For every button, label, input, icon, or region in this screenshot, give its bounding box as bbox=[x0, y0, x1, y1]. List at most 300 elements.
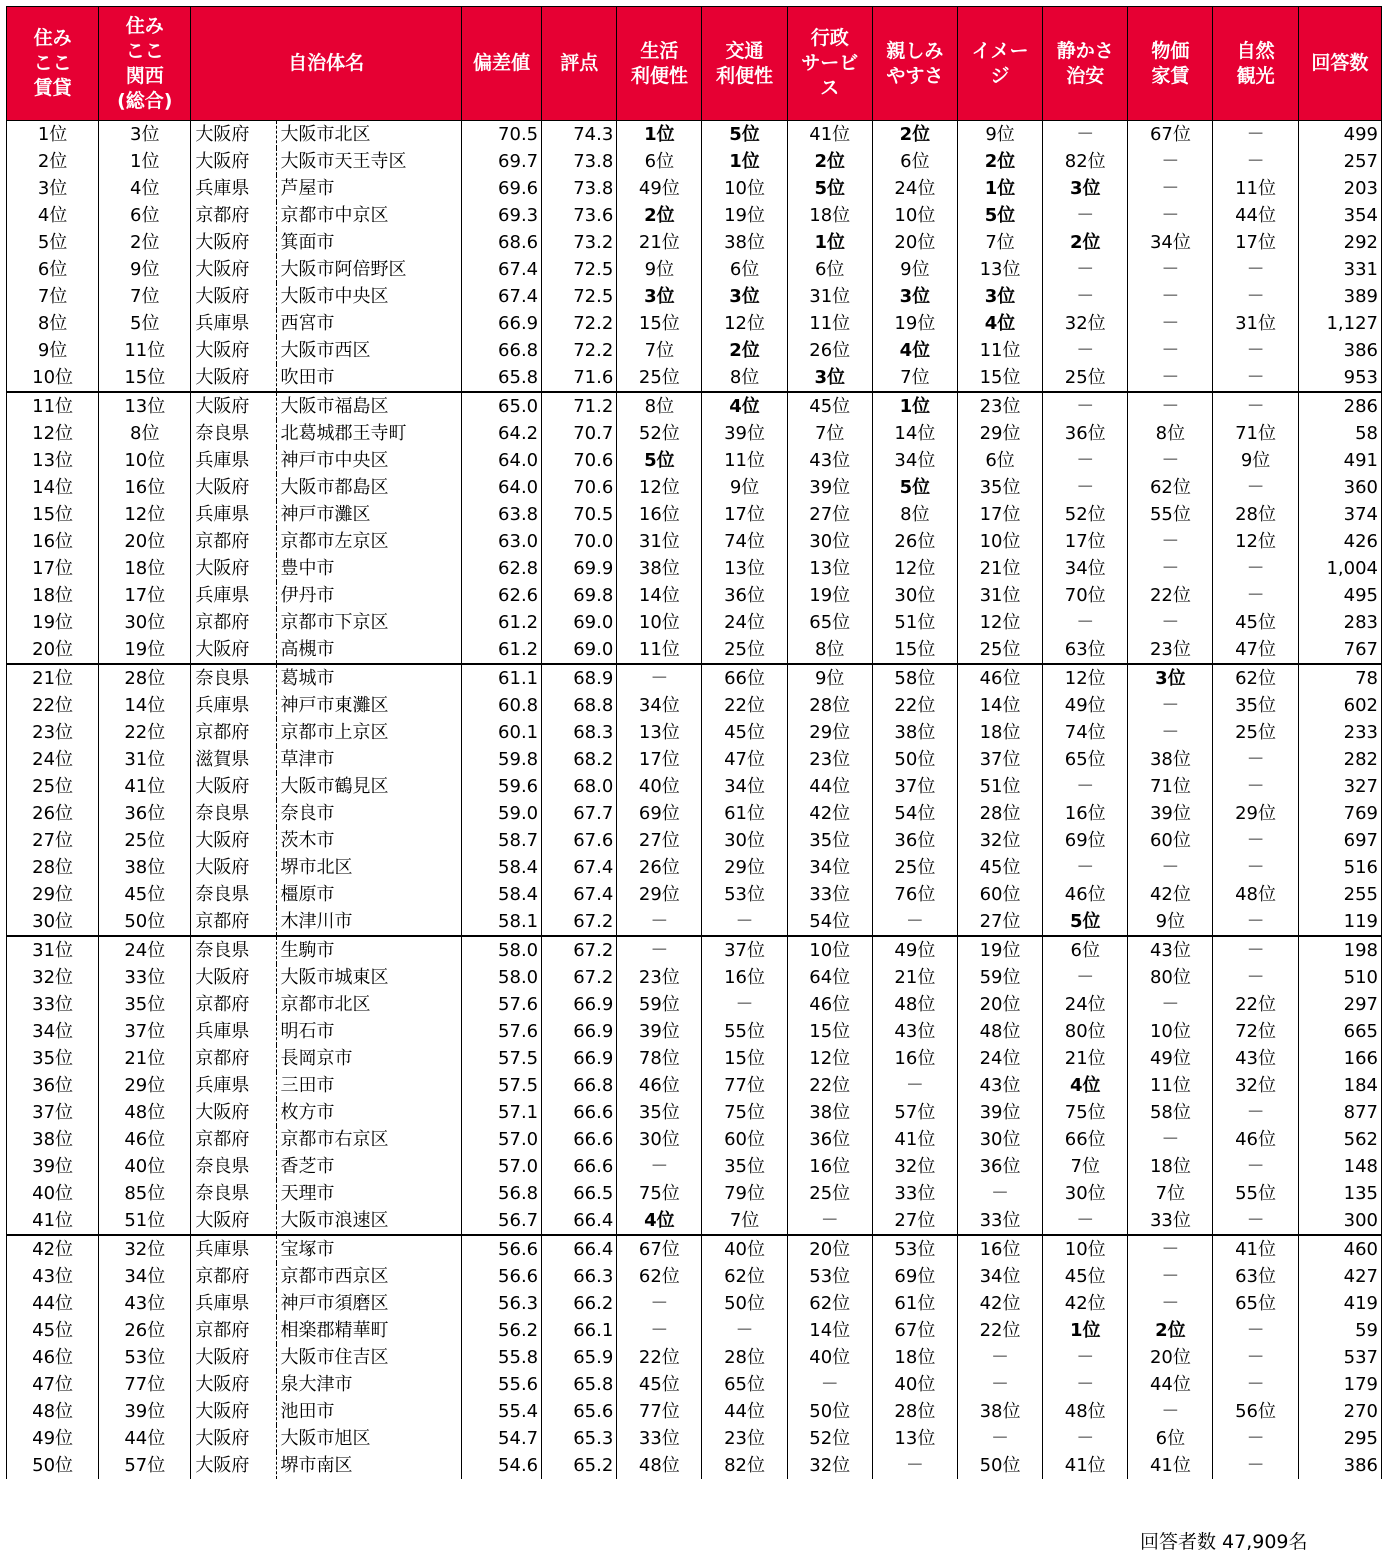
rank-quiet-cell: 6位 bbox=[1043, 936, 1128, 964]
prefecture-cell: 大阪府 bbox=[191, 337, 276, 364]
rank-price-cell: 62位 bbox=[1128, 474, 1213, 501]
responses-cell: 283 bbox=[1298, 609, 1381, 636]
rank-life-cell: 45位 bbox=[617, 1371, 702, 1398]
rank-image-cell: 34位 bbox=[957, 1263, 1042, 1290]
rank-transport-cell: － bbox=[702, 1317, 787, 1344]
municipality-cell: 京都市左京区 bbox=[276, 528, 461, 555]
hensachi-cell: 60.8 bbox=[461, 692, 541, 719]
hensachi-cell: 58.4 bbox=[461, 854, 541, 881]
table-row bbox=[7, 1425, 1382, 1452]
municipality-cell: 大阪市中央区 bbox=[276, 283, 461, 310]
rank-image-cell: 31位 bbox=[957, 582, 1042, 609]
rank-transport-cell: 39位 bbox=[702, 420, 787, 447]
score-cell: 67.2 bbox=[542, 964, 617, 991]
rank-nature-cell: － bbox=[1213, 936, 1298, 964]
rank-admin-cell: 30位 bbox=[787, 528, 872, 555]
rank-life-cell: 29位 bbox=[617, 881, 702, 908]
rank-quiet-cell: － bbox=[1043, 121, 1128, 149]
rank-admin-cell: 10位 bbox=[787, 936, 872, 964]
table-row bbox=[7, 936, 1382, 964]
rank-admin-cell: 33位 bbox=[787, 881, 872, 908]
rank-kansai-cell: 44位 bbox=[99, 1425, 191, 1452]
table-row bbox=[7, 1153, 1382, 1180]
score-cell: 66.4 bbox=[542, 1235, 617, 1263]
rank-kansai-cell: 22位 bbox=[99, 719, 191, 746]
prefecture-cell: 大阪府 bbox=[191, 1207, 276, 1235]
table-row bbox=[7, 148, 1382, 175]
rank-chintai-cell: 20位 bbox=[7, 636, 99, 664]
hensachi-cell: 57.5 bbox=[461, 1072, 541, 1099]
rank-nature-cell: － bbox=[1213, 1207, 1298, 1235]
rank-quiet-cell: － bbox=[1043, 854, 1128, 881]
municipality-cell: 大阪市北区 bbox=[276, 121, 461, 149]
table-row bbox=[7, 1290, 1382, 1317]
header-transport: 交通 利便性 bbox=[702, 7, 787, 121]
rank-chintai-cell: 4位 bbox=[7, 202, 99, 229]
rank-life-cell: 11位 bbox=[617, 636, 702, 664]
prefecture-cell: 大阪府 bbox=[191, 1398, 276, 1425]
rank-chintai-cell: 9位 bbox=[7, 337, 99, 364]
rank-kansai-cell: 2位 bbox=[99, 229, 191, 256]
rank-kansai-cell: 45位 bbox=[99, 881, 191, 908]
municipality-cell: 高槻市 bbox=[276, 636, 461, 664]
rank-quiet-cell: 12位 bbox=[1043, 664, 1128, 692]
rank-life-cell: 22位 bbox=[617, 1344, 702, 1371]
rank-chintai-cell: 2位 bbox=[7, 148, 99, 175]
table-row bbox=[7, 664, 1382, 692]
rank-friendly-cell: 8位 bbox=[872, 501, 957, 528]
rank-price-cell: － bbox=[1128, 175, 1213, 202]
rank-admin-cell: 64位 bbox=[787, 964, 872, 991]
hensachi-cell: 56.7 bbox=[461, 1207, 541, 1235]
municipality-cell: 大阪市都島区 bbox=[276, 474, 461, 501]
responses-cell: 198 bbox=[1298, 936, 1381, 964]
rank-image-cell: － bbox=[957, 1180, 1042, 1207]
rank-nature-cell: 17位 bbox=[1213, 229, 1298, 256]
rank-price-cell: － bbox=[1128, 692, 1213, 719]
rank-image-cell: 2位 bbox=[957, 148, 1042, 175]
rank-quiet-cell: 34位 bbox=[1043, 555, 1128, 582]
rank-image-cell: 51位 bbox=[957, 773, 1042, 800]
header-name: 自治体名 bbox=[191, 7, 462, 121]
municipality-cell: 大阪市浪速区 bbox=[276, 1207, 461, 1235]
rank-friendly-cell: 14位 bbox=[872, 420, 957, 447]
rank-price-cell: 41位 bbox=[1128, 1452, 1213, 1479]
rank-life-cell: － bbox=[617, 936, 702, 964]
rank-friendly-cell: 40位 bbox=[872, 1371, 957, 1398]
prefecture-cell: 奈良県 bbox=[191, 800, 276, 827]
score-cell: 68.0 bbox=[542, 773, 617, 800]
hensachi-cell: 57.6 bbox=[461, 991, 541, 1018]
rank-life-cell: 26位 bbox=[617, 854, 702, 881]
responses-cell: 426 bbox=[1298, 528, 1381, 555]
rank-nature-cell: － bbox=[1213, 1425, 1298, 1452]
rank-quiet-cell: 74位 bbox=[1043, 719, 1128, 746]
table-row bbox=[7, 229, 1382, 256]
rank-chintai-cell: 27位 bbox=[7, 827, 99, 854]
rank-admin-cell: 35位 bbox=[787, 827, 872, 854]
rank-chintai-cell: 38位 bbox=[7, 1126, 99, 1153]
rank-quiet-cell: 5位 bbox=[1043, 908, 1128, 936]
score-cell: 65.3 bbox=[542, 1425, 617, 1452]
responses-cell: 184 bbox=[1298, 1072, 1381, 1099]
responses-cell: 562 bbox=[1298, 1126, 1381, 1153]
rank-chintai-cell: 35位 bbox=[7, 1045, 99, 1072]
hensachi-cell: 66.9 bbox=[461, 310, 541, 337]
prefecture-cell: 奈良県 bbox=[191, 936, 276, 964]
municipality-cell: 豊中市 bbox=[276, 555, 461, 582]
responses-cell: 297 bbox=[1298, 991, 1381, 1018]
hensachi-cell: 58.0 bbox=[461, 964, 541, 991]
prefecture-cell: 京都府 bbox=[191, 528, 276, 555]
municipality-cell: 西宮市 bbox=[276, 310, 461, 337]
municipality-cell: 京都市下京区 bbox=[276, 609, 461, 636]
rank-life-cell: 34位 bbox=[617, 692, 702, 719]
rank-nature-cell: － bbox=[1213, 773, 1298, 800]
rank-friendly-cell: 5位 bbox=[872, 474, 957, 501]
rank-life-cell: 49位 bbox=[617, 175, 702, 202]
rank-quiet-cell: 49位 bbox=[1043, 692, 1128, 719]
table-row bbox=[7, 256, 1382, 283]
responses-cell: 386 bbox=[1298, 337, 1381, 364]
rank-life-cell: 10位 bbox=[617, 609, 702, 636]
rank-price-cell: 9位 bbox=[1128, 908, 1213, 936]
prefecture-cell: 大阪府 bbox=[191, 1099, 276, 1126]
table-row bbox=[7, 1235, 1382, 1263]
rank-quiet-cell: 69位 bbox=[1043, 827, 1128, 854]
rank-price-cell: － bbox=[1128, 202, 1213, 229]
responses-cell: 389 bbox=[1298, 283, 1381, 310]
rank-life-cell: － bbox=[617, 1153, 702, 1180]
rank-friendly-cell: 9位 bbox=[872, 256, 957, 283]
rank-image-cell: 50位 bbox=[957, 1452, 1042, 1479]
rank-chintai-cell: 39位 bbox=[7, 1153, 99, 1180]
score-cell: 70.6 bbox=[542, 474, 617, 501]
rank-image-cell: 25位 bbox=[957, 636, 1042, 664]
table-row bbox=[7, 991, 1382, 1018]
rank-chintai-cell: 43位 bbox=[7, 1263, 99, 1290]
rank-chintai-cell: 14位 bbox=[7, 474, 99, 501]
score-cell: 65.6 bbox=[542, 1398, 617, 1425]
rank-admin-cell: 20位 bbox=[787, 1235, 872, 1263]
rank-nature-cell: － bbox=[1213, 1099, 1298, 1126]
table-row bbox=[7, 582, 1382, 609]
rank-nature-cell: 65位 bbox=[1213, 1290, 1298, 1317]
table-row bbox=[7, 1452, 1382, 1479]
rank-price-cell: － bbox=[1128, 283, 1213, 310]
rank-quiet-cell: － bbox=[1043, 773, 1128, 800]
responses-cell: 354 bbox=[1298, 202, 1381, 229]
rank-life-cell: 4位 bbox=[617, 1207, 702, 1235]
rank-image-cell: 9位 bbox=[957, 121, 1042, 149]
rank-life-cell: 25位 bbox=[617, 364, 702, 392]
rank-price-cell: － bbox=[1128, 1235, 1213, 1263]
rank-nature-cell: 22位 bbox=[1213, 991, 1298, 1018]
rank-admin-cell: 40位 bbox=[787, 1344, 872, 1371]
score-cell: 70.6 bbox=[542, 447, 617, 474]
municipality-cell: 大阪市旭区 bbox=[276, 1425, 461, 1452]
hensachi-cell: 58.0 bbox=[461, 936, 541, 964]
rank-life-cell: － bbox=[617, 1290, 702, 1317]
rank-quiet-cell: 4位 bbox=[1043, 1072, 1128, 1099]
header-chintai: 住み ここ 賃貸 bbox=[7, 7, 99, 121]
responses-cell: 877 bbox=[1298, 1099, 1381, 1126]
rank-life-cell: 3位 bbox=[617, 283, 702, 310]
rank-transport-cell: 23位 bbox=[702, 1425, 787, 1452]
responses-cell: 58 bbox=[1298, 420, 1381, 447]
rank-chintai-cell: 45位 bbox=[7, 1317, 99, 1344]
prefecture-cell: 京都府 bbox=[191, 1045, 276, 1072]
rank-price-cell: 80位 bbox=[1128, 964, 1213, 991]
rank-admin-cell: 1位 bbox=[787, 229, 872, 256]
rank-transport-cell: 45位 bbox=[702, 719, 787, 746]
hensachi-cell: 57.0 bbox=[461, 1153, 541, 1180]
rank-nature-cell: 62位 bbox=[1213, 664, 1298, 692]
prefecture-cell: 兵庫県 bbox=[191, 175, 276, 202]
rank-admin-cell: 14位 bbox=[787, 1317, 872, 1344]
rank-friendly-cell: 49位 bbox=[872, 936, 957, 964]
rank-friendly-cell: 19位 bbox=[872, 310, 957, 337]
rank-friendly-cell: 13位 bbox=[872, 1425, 957, 1452]
prefecture-cell: 京都府 bbox=[191, 1126, 276, 1153]
rank-transport-cell: 11位 bbox=[702, 447, 787, 474]
rank-quiet-cell: － bbox=[1043, 1207, 1128, 1235]
rank-price-cell: 71位 bbox=[1128, 773, 1213, 800]
rank-transport-cell: 34位 bbox=[702, 773, 787, 800]
rank-transport-cell: － bbox=[702, 991, 787, 1018]
table-row bbox=[7, 175, 1382, 202]
rank-admin-cell: 2位 bbox=[787, 148, 872, 175]
rank-kansai-cell: 21位 bbox=[99, 1045, 191, 1072]
rank-nature-cell: － bbox=[1213, 364, 1298, 392]
rank-transport-cell: 17位 bbox=[702, 501, 787, 528]
rank-kansai-cell: 7位 bbox=[99, 283, 191, 310]
rank-image-cell: 4位 bbox=[957, 310, 1042, 337]
prefecture-cell: 奈良県 bbox=[191, 1153, 276, 1180]
rank-admin-cell: 23位 bbox=[787, 746, 872, 773]
rank-kansai-cell: 28位 bbox=[99, 664, 191, 692]
responses-cell: 331 bbox=[1298, 256, 1381, 283]
rank-friendly-cell: 54位 bbox=[872, 800, 957, 827]
rank-chintai-cell: 49位 bbox=[7, 1425, 99, 1452]
rank-image-cell: － bbox=[957, 1425, 1042, 1452]
rank-image-cell: 28位 bbox=[957, 800, 1042, 827]
municipality-cell: 泉大津市 bbox=[276, 1371, 461, 1398]
rank-nature-cell: 32位 bbox=[1213, 1072, 1298, 1099]
prefecture-cell: 奈良県 bbox=[191, 420, 276, 447]
rank-quiet-cell: 80位 bbox=[1043, 1018, 1128, 1045]
rank-life-cell: 2位 bbox=[617, 202, 702, 229]
rank-image-cell: 10位 bbox=[957, 528, 1042, 555]
municipality-cell: 大阪市福島区 bbox=[276, 392, 461, 420]
rank-chintai-cell: 15位 bbox=[7, 501, 99, 528]
municipality-cell: 天理市 bbox=[276, 1180, 461, 1207]
rank-kansai-cell: 39位 bbox=[99, 1398, 191, 1425]
rank-chintai-cell: 5位 bbox=[7, 229, 99, 256]
rank-nature-cell: － bbox=[1213, 1344, 1298, 1371]
table-row bbox=[7, 609, 1382, 636]
responses-cell: 767 bbox=[1298, 636, 1381, 664]
rank-kansai-cell: 53位 bbox=[99, 1344, 191, 1371]
rank-kansai-cell: 8位 bbox=[99, 420, 191, 447]
rank-admin-cell: 62位 bbox=[787, 1290, 872, 1317]
rank-admin-cell: 7位 bbox=[787, 420, 872, 447]
rank-nature-cell: － bbox=[1213, 1452, 1298, 1479]
score-cell: 66.1 bbox=[542, 1317, 617, 1344]
score-cell: 67.7 bbox=[542, 800, 617, 827]
header-responses: 回答数 bbox=[1298, 7, 1381, 121]
rank-friendly-cell: 32位 bbox=[872, 1153, 957, 1180]
rank-transport-cell: 61位 bbox=[702, 800, 787, 827]
score-cell: 72.2 bbox=[542, 310, 617, 337]
municipality-cell: 大阪市西区 bbox=[276, 337, 461, 364]
rank-chintai-cell: 6位 bbox=[7, 256, 99, 283]
rank-chintai-cell: 46位 bbox=[7, 1344, 99, 1371]
rank-admin-cell: 3位 bbox=[787, 364, 872, 392]
rank-life-cell: 5位 bbox=[617, 447, 702, 474]
header-hensachi: 偏差値 bbox=[461, 7, 541, 121]
score-cell: 66.9 bbox=[542, 1045, 617, 1072]
table-row bbox=[7, 202, 1382, 229]
rank-chintai-cell: 24位 bbox=[7, 746, 99, 773]
rank-image-cell: 35位 bbox=[957, 474, 1042, 501]
rank-transport-cell: 53位 bbox=[702, 881, 787, 908]
rank-quiet-cell: 7位 bbox=[1043, 1153, 1128, 1180]
rank-transport-cell: 79位 bbox=[702, 1180, 787, 1207]
rank-kansai-cell: 29位 bbox=[99, 1072, 191, 1099]
rank-transport-cell: 74位 bbox=[702, 528, 787, 555]
rank-life-cell: 1位 bbox=[617, 121, 702, 149]
responses-cell: 516 bbox=[1298, 854, 1381, 881]
rank-friendly-cell: 33位 bbox=[872, 1180, 957, 1207]
hensachi-cell: 68.6 bbox=[461, 229, 541, 256]
score-cell: 69.0 bbox=[542, 636, 617, 664]
rank-nature-cell: － bbox=[1213, 964, 1298, 991]
rank-admin-cell: 44位 bbox=[787, 773, 872, 800]
rank-friendly-cell: 7位 bbox=[872, 364, 957, 392]
rank-price-cell: 39位 bbox=[1128, 800, 1213, 827]
score-cell: 69.8 bbox=[542, 582, 617, 609]
rank-image-cell: 13位 bbox=[957, 256, 1042, 283]
rank-life-cell: 31位 bbox=[617, 528, 702, 555]
municipality-cell: 奈良市 bbox=[276, 800, 461, 827]
rank-transport-cell: 29位 bbox=[702, 854, 787, 881]
responses-cell: 1,004 bbox=[1298, 555, 1381, 582]
rank-nature-cell: 25位 bbox=[1213, 719, 1298, 746]
header-row bbox=[7, 7, 1382, 121]
table-row bbox=[7, 692, 1382, 719]
score-cell: 66.5 bbox=[542, 1180, 617, 1207]
responses-cell: 292 bbox=[1298, 229, 1381, 256]
prefecture-cell: 京都府 bbox=[191, 1317, 276, 1344]
rank-kansai-cell: 32位 bbox=[99, 1235, 191, 1263]
rank-transport-cell: 62位 bbox=[702, 1263, 787, 1290]
responses-cell: 255 bbox=[1298, 881, 1381, 908]
rank-admin-cell: 13位 bbox=[787, 555, 872, 582]
hensachi-cell: 56.8 bbox=[461, 1180, 541, 1207]
rank-nature-cell: 46位 bbox=[1213, 1126, 1298, 1153]
table-row bbox=[7, 1099, 1382, 1126]
rank-image-cell: 24位 bbox=[957, 1045, 1042, 1072]
rank-admin-cell: － bbox=[787, 1207, 872, 1235]
rank-chintai-cell: 31位 bbox=[7, 936, 99, 964]
responses-cell: 203 bbox=[1298, 175, 1381, 202]
rank-chintai-cell: 40位 bbox=[7, 1180, 99, 1207]
hensachi-cell: 60.1 bbox=[461, 719, 541, 746]
rank-nature-cell: 35位 bbox=[1213, 692, 1298, 719]
header-price: 物価 家賃 bbox=[1128, 7, 1213, 121]
rank-kansai-cell: 4位 bbox=[99, 175, 191, 202]
rank-admin-cell: 11位 bbox=[787, 310, 872, 337]
rank-kansai-cell: 26位 bbox=[99, 1317, 191, 1344]
hensachi-cell: 69.7 bbox=[461, 148, 541, 175]
rank-admin-cell: 50位 bbox=[787, 1398, 872, 1425]
hensachi-cell: 63.0 bbox=[461, 528, 541, 555]
header-admin: 行政 サービ ス bbox=[787, 7, 872, 121]
table-row bbox=[7, 827, 1382, 854]
rank-price-cell: － bbox=[1128, 364, 1213, 392]
hensachi-cell: 59.0 bbox=[461, 800, 541, 827]
prefecture-cell: 大阪府 bbox=[191, 474, 276, 501]
rank-life-cell: 17位 bbox=[617, 746, 702, 773]
rank-kansai-cell: 16位 bbox=[99, 474, 191, 501]
rank-admin-cell: 19位 bbox=[787, 582, 872, 609]
rank-nature-cell: 9位 bbox=[1213, 447, 1298, 474]
rank-kansai-cell: 3位 bbox=[99, 121, 191, 149]
rank-image-cell: 45位 bbox=[957, 854, 1042, 881]
responses-cell: 386 bbox=[1298, 1452, 1381, 1479]
rank-kansai-cell: 10位 bbox=[99, 447, 191, 474]
score-cell: 66.8 bbox=[542, 1072, 617, 1099]
rank-transport-cell: 9位 bbox=[702, 474, 787, 501]
hensachi-cell: 67.4 bbox=[461, 256, 541, 283]
responses-cell: 491 bbox=[1298, 447, 1381, 474]
rank-admin-cell: 5位 bbox=[787, 175, 872, 202]
rank-friendly-cell: 69位 bbox=[872, 1263, 957, 1290]
table-row bbox=[7, 773, 1382, 800]
responses-cell: 1,127 bbox=[1298, 310, 1381, 337]
rank-life-cell: 8位 bbox=[617, 392, 702, 420]
score-cell: 66.9 bbox=[542, 991, 617, 1018]
rank-nature-cell: － bbox=[1213, 283, 1298, 310]
rank-admin-cell: 32位 bbox=[787, 1452, 872, 1479]
rank-image-cell: － bbox=[957, 1371, 1042, 1398]
rank-price-cell: － bbox=[1128, 148, 1213, 175]
table-body bbox=[7, 121, 1382, 1480]
rank-friendly-cell: 26位 bbox=[872, 528, 957, 555]
rank-transport-cell: 16位 bbox=[702, 964, 787, 991]
hensachi-cell: 64.0 bbox=[461, 447, 541, 474]
hensachi-cell: 70.5 bbox=[461, 121, 541, 149]
responses-cell: 148 bbox=[1298, 1153, 1381, 1180]
rank-admin-cell: 31位 bbox=[787, 283, 872, 310]
hensachi-cell: 69.3 bbox=[461, 202, 541, 229]
rank-chintai-cell: 50位 bbox=[7, 1452, 99, 1479]
table-row bbox=[7, 1180, 1382, 1207]
rank-transport-cell: 24位 bbox=[702, 609, 787, 636]
rank-kansai-cell: 6位 bbox=[99, 202, 191, 229]
rank-price-cell: － bbox=[1128, 991, 1213, 1018]
rank-transport-cell: 66位 bbox=[702, 664, 787, 692]
rank-chintai-cell: 13位 bbox=[7, 447, 99, 474]
rank-chintai-cell: 21位 bbox=[7, 664, 99, 692]
rank-nature-cell: － bbox=[1213, 582, 1298, 609]
prefecture-cell: 大阪府 bbox=[191, 1371, 276, 1398]
rank-kansai-cell: 34位 bbox=[99, 1263, 191, 1290]
hensachi-cell: 59.6 bbox=[461, 773, 541, 800]
rank-friendly-cell: 30位 bbox=[872, 582, 957, 609]
score-cell: 71.2 bbox=[542, 392, 617, 420]
